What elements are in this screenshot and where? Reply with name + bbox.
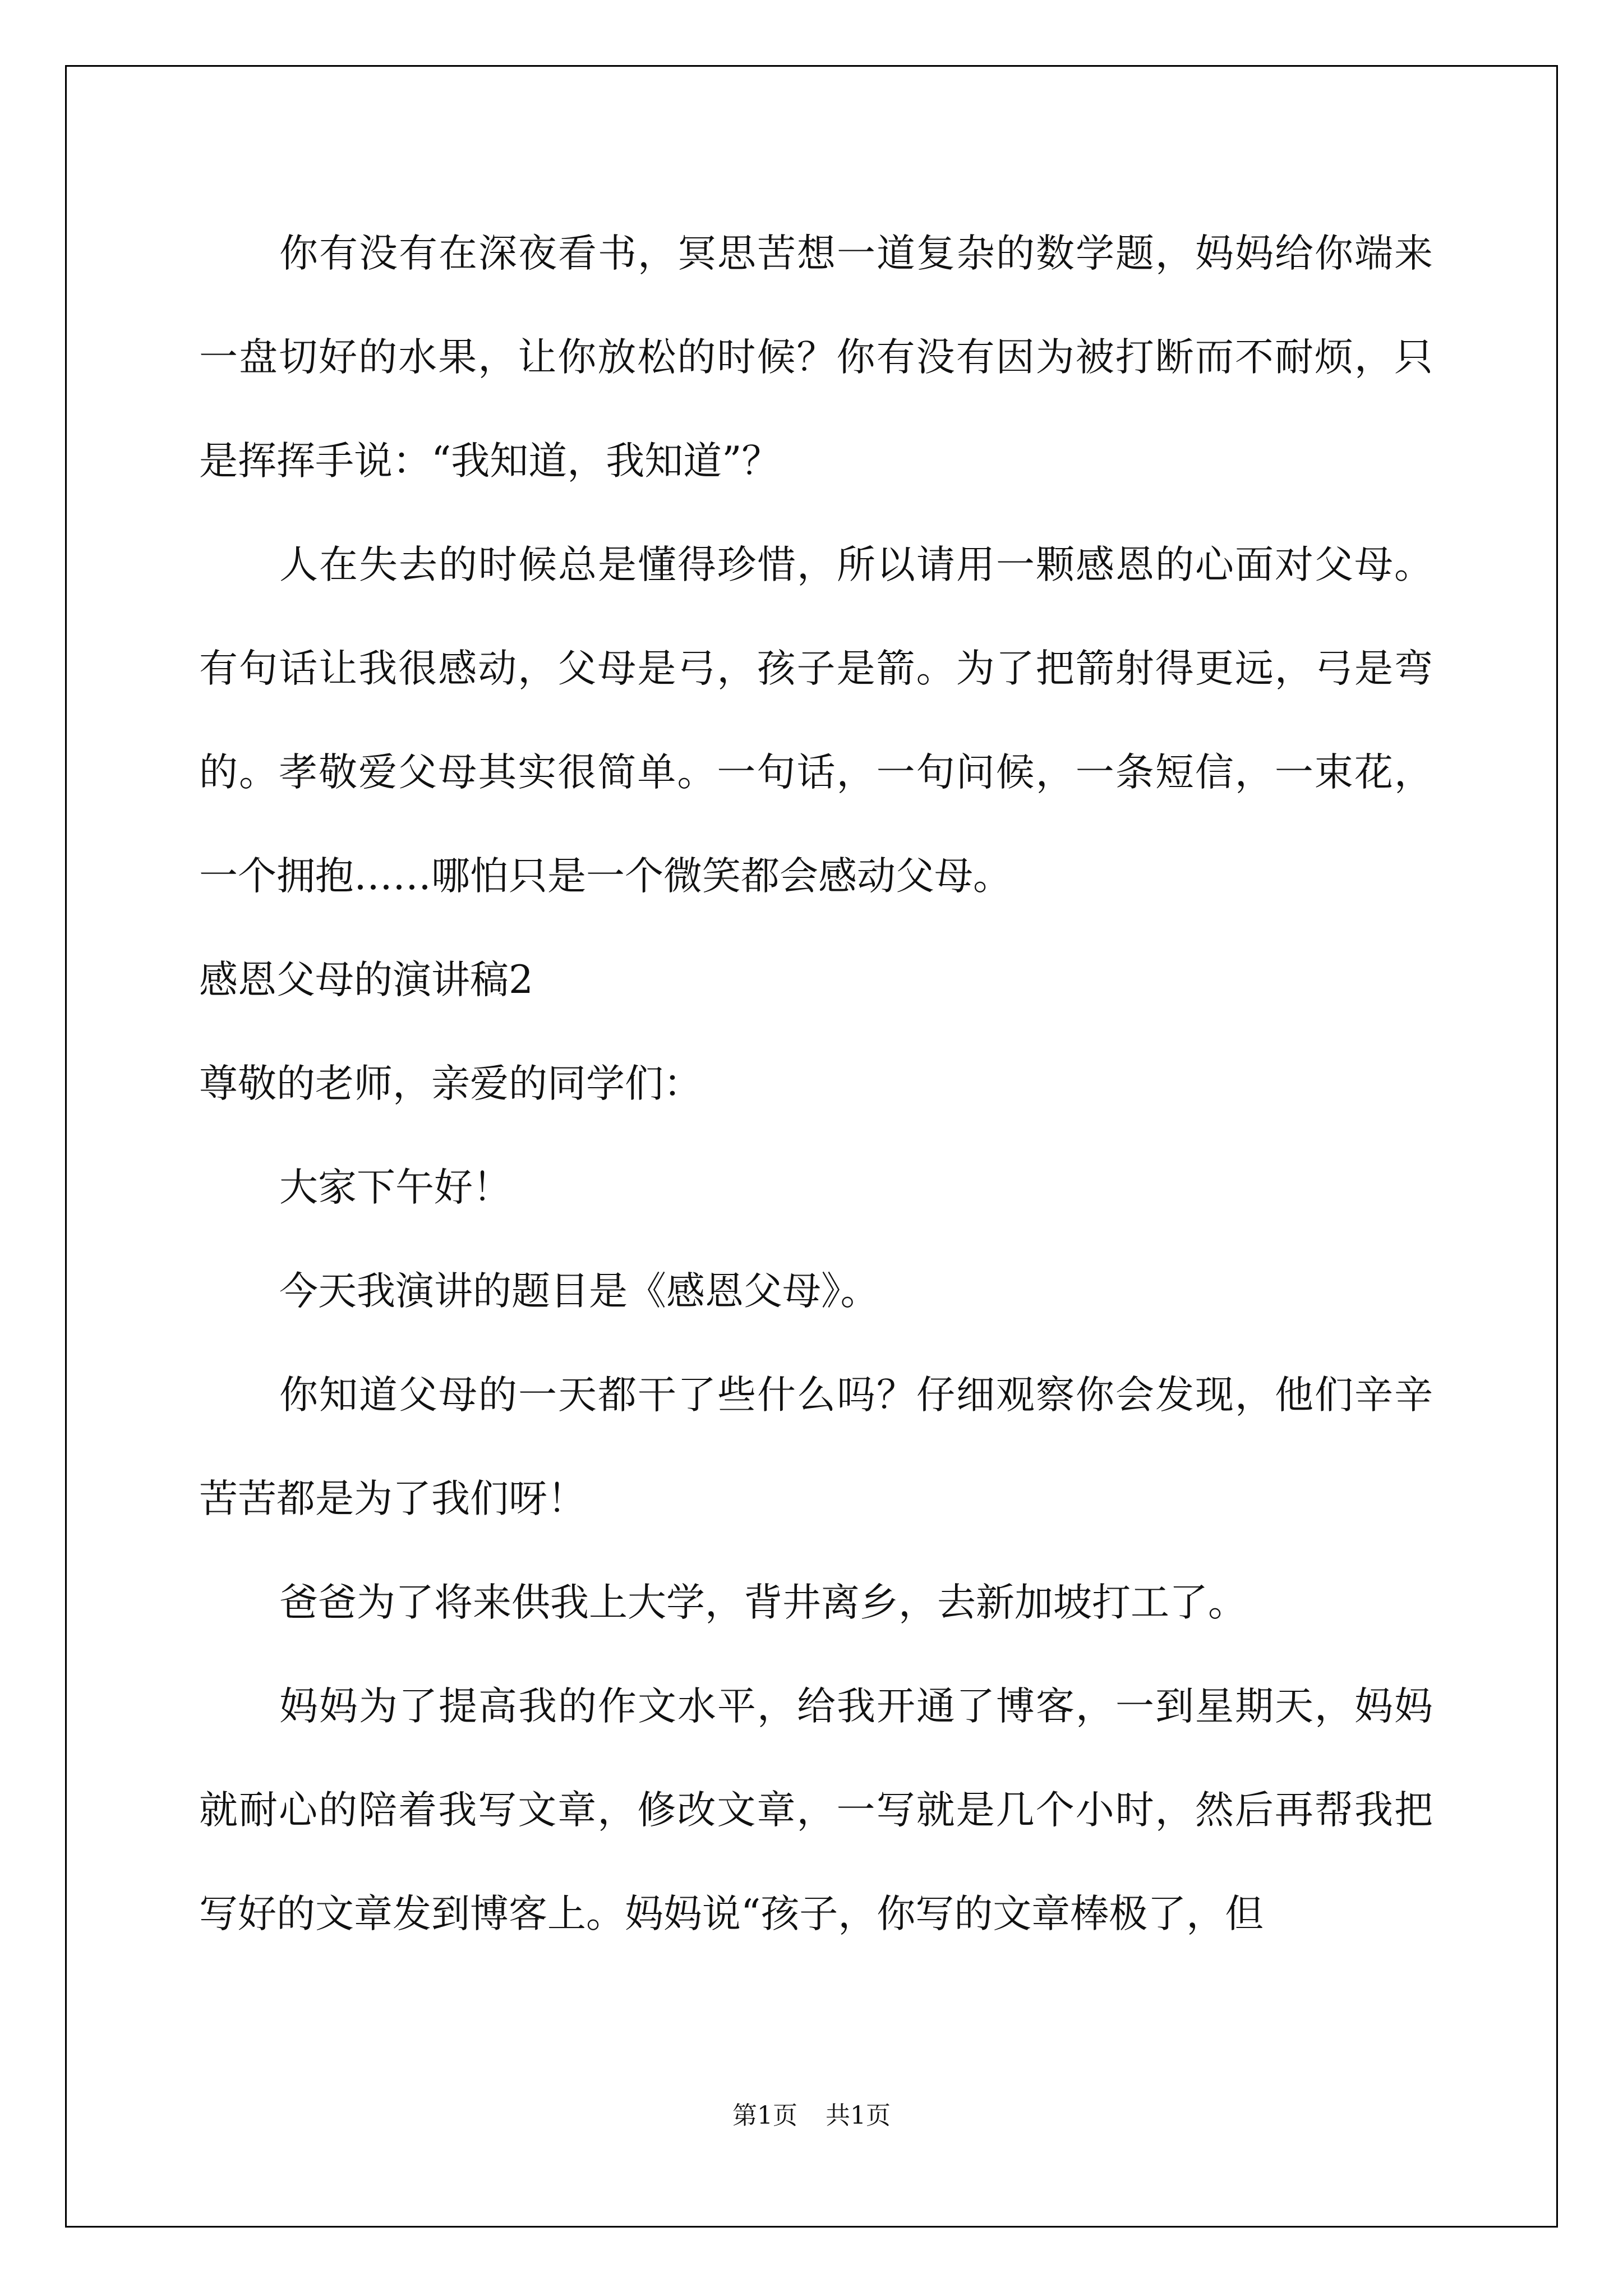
page-total: 共1页 [826,2101,891,2130]
page-footer [0,2095,1623,2131]
paragraph-9: 妈妈为了提高我的作文水平，给我开通了博客，一到星期天，妈妈就耐心的陪着我写文章，修改文章，一写就是几个小时，然后再帮我把写好的文章发到博客上。妈妈说“孩子，你写的文章棒极了，但 [199,1684,1433,1936]
greeting: 大家下午好！ [279,1165,511,1210]
salutation: 尊敬的老师，亲爱的同学们： [199,1061,702,1106]
topic-line: 今天我演讲的题目是《感恩父母》。 [279,1269,879,1314]
section-heading: 感恩父母的演讲稿2 [199,958,533,1002]
paragraph-1: 你有没有在深夜看书，冥思苦想一道复杂的数学题，妈妈给你端来一盘切好的水果，让你放松的时候？你有没有因为被打断而不耐烦，只是挥挥手说：“我知道，我知道”？ [199,231,1433,484]
page-number: 第1页 [732,2101,797,2130]
document-body [199,202,1433,1966]
paragraph-2: 人在失去的时候总是懂得珍惜，所以请用一颗感恩的心面对父母。有句话让我很感动，父母是弓，孩子是箭。为了把箭射得更远，弓是弯的。孝敬爱父母其实很简单。一句话，一句问候，一条短信，一束花，一个拥抱……哪怕只是一个微笑都会感动父母。 [199,542,1433,899]
paragraph-7: 你知道父母的一天都干了些什么吗？仔细观察你会发现，他们辛辛苦苦都是为了我们呀！ [199,1373,1433,1521]
paragraph-8: 爸爸为了将来供我上大学，背井离乡，去新加坡打工了。 [279,1580,1247,1625]
